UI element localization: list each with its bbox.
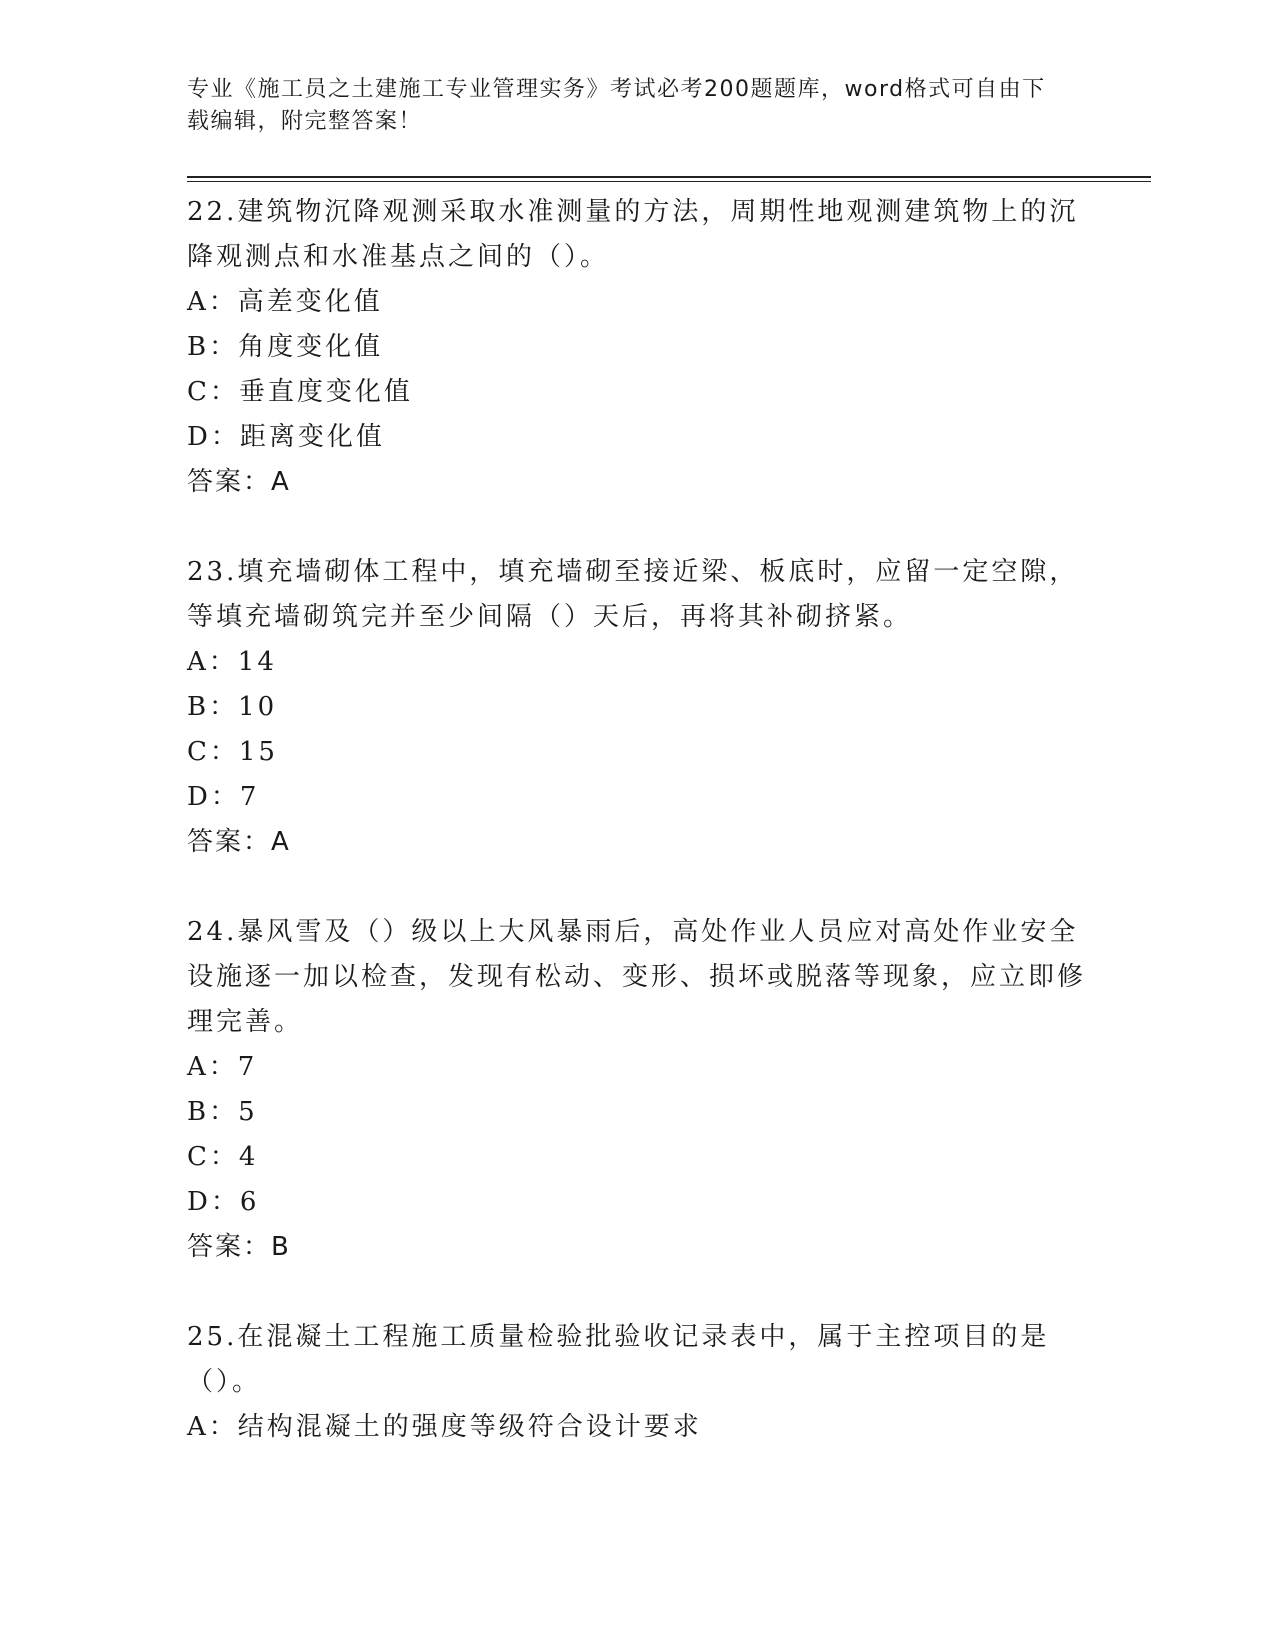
option-a: A：7 <box>187 1052 258 1082</box>
question-24 <box>187 910 1087 1270</box>
document-header: 专业《施工员之土建施工专业管理实务》考试必考200题题库，word格式可自由下载编辑，附完整答案！ <box>187 77 1046 134</box>
option-d: D：6 <box>187 1187 260 1217</box>
option-d: D：距离变化值 <box>187 422 385 452</box>
header-divider-thick <box>187 176 1151 178</box>
question-text: 24.暴风雪及（）级以上大风暴雨后，高处作业人员应对高处作业安全设施逐一加以检查，发现有松动、变形、损坏或脱落等现象，应立即修理完善。 <box>187 917 1087 1037</box>
answer: 答案：B <box>187 1232 291 1262</box>
header-divider-thin <box>187 181 1151 182</box>
question-list <box>187 190 1087 1495</box>
option-b: B：10 <box>187 692 278 722</box>
option-b: B：5 <box>187 1097 258 1127</box>
question-text: 25.在混凝土工程施工质量检验批验收记录表中，属于主控项目的是（）。 <box>187 1322 1050 1397</box>
option-a: A：高差变化值 <box>187 287 383 317</box>
question-23 <box>187 550 1087 865</box>
option-b: B：角度变化值 <box>187 332 384 362</box>
option-c: C：4 <box>187 1142 259 1172</box>
question-25 <box>187 1315 1087 1450</box>
option-a: A：结构混凝土的强度等级符合设计要求 <box>187 1412 702 1442</box>
option-a: A：14 <box>187 647 277 677</box>
option-c: C：垂直度变化值 <box>187 377 413 407</box>
answer: 答案：A <box>187 467 291 497</box>
option-d: D：7 <box>187 782 260 812</box>
question-22 <box>187 190 1087 505</box>
question-text: 22.建筑物沉降观测采取水准测量的方法，周期性地观测建筑物上的沉降观测点和水准基点之间的（）。 <box>187 197 1079 272</box>
option-c: C：15 <box>187 737 278 767</box>
question-text: 23.填充墙砌体工程中，填充墙砌至接近梁、板底时，应留一定空隙，等填充墙砌筑完并至少间隔（）天后，再将其补砌挤紧。 <box>187 557 1079 632</box>
answer: 答案：A <box>187 827 291 857</box>
